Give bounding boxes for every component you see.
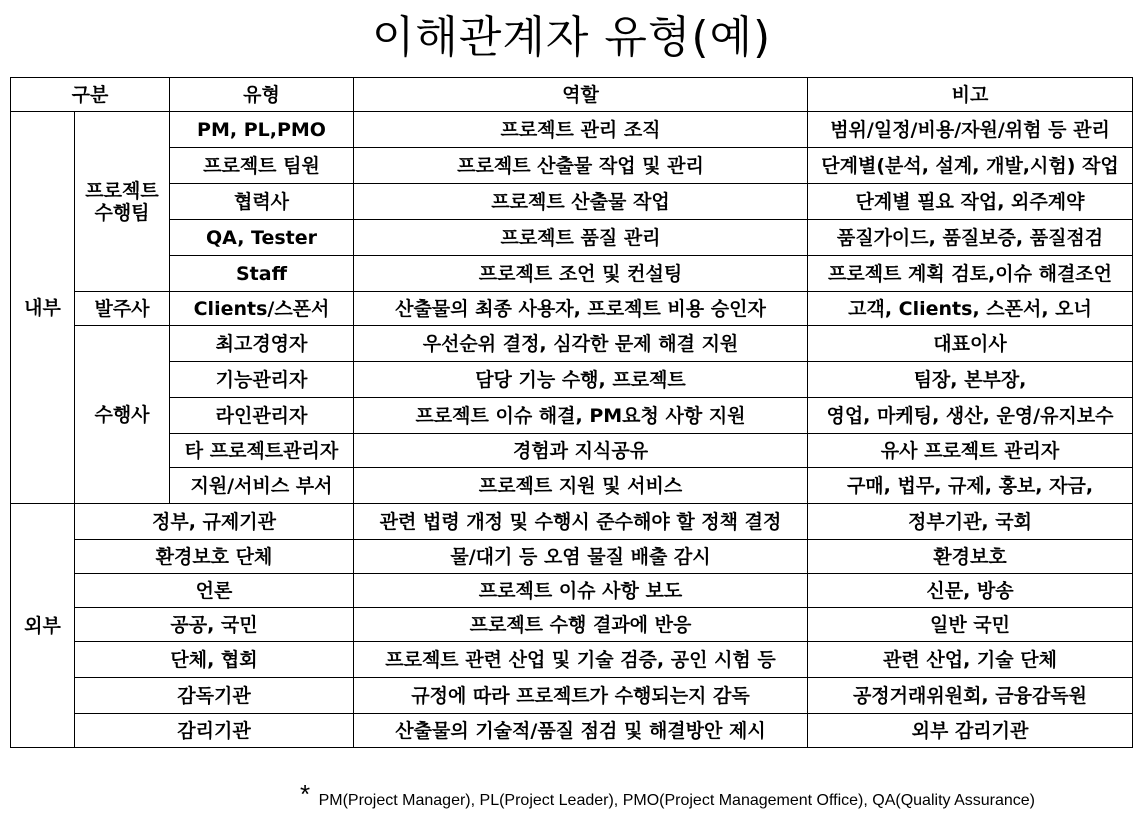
header-category: 구분: [11, 78, 170, 112]
cell-role: 프로젝트 조언 및 컨설팅: [354, 256, 808, 292]
subgroup-client: 발주사: [75, 292, 170, 326]
table-row: [11, 434, 1133, 468]
table-row: [11, 112, 1133, 148]
table-row: [11, 468, 1133, 504]
cell-note: 고객, Clients, 스폰서, 오너: [808, 292, 1133, 326]
group-external: 외부: [11, 504, 75, 748]
cell-role: 규정에 따라 프로젝트가 수행되는지 감독: [354, 678, 808, 714]
cell-type: 최고경영자: [170, 326, 354, 362]
cell-type: PM, PL,PMO: [170, 112, 354, 148]
table-header-row: [11, 78, 1133, 112]
cell-type: 정부, 규제기관: [75, 504, 354, 540]
cell-type: QA, Tester: [170, 220, 354, 256]
cell-note: 구매, 법무, 규제, 홍보, 자금,: [808, 468, 1133, 504]
cell-type: 협력사: [170, 184, 354, 220]
cell-note: 범위/일정/비용/자원/위험 등 관리: [808, 112, 1133, 148]
cell-role: 우선순위 결정, 심각한 문제 해결 지원: [354, 326, 808, 362]
cell-note: 품질가이드, 품질보증, 품질점검: [808, 220, 1133, 256]
header-note: 비고: [808, 78, 1133, 112]
cell-note: 유사 프로젝트 관리자: [808, 434, 1133, 468]
cell-note: 외부 감리기관: [808, 714, 1133, 748]
table-row: [11, 540, 1133, 574]
group-internal: 내부: [11, 112, 75, 504]
cell-note: 프로젝트 계획 검토,이슈 해결조언: [808, 256, 1133, 292]
table-row: [11, 256, 1133, 292]
cell-note: 일반 국민: [808, 608, 1133, 642]
cell-note: 신문, 방송: [808, 574, 1133, 608]
table-row: [11, 714, 1133, 748]
cell-role: 산출물의 최종 사용자, 프로젝트 비용 승인자: [354, 292, 808, 326]
table-row: [11, 642, 1133, 678]
footnote-text: PM(Project Manager), PL(Project Leader), PMO(Project Management Office), QA(Quality Assurance): [318, 792, 1035, 809]
cell-role: 프로젝트 산출물 작업: [354, 184, 808, 220]
table-row: [11, 220, 1133, 256]
cell-role: 프로젝트 이슈 해결, PM요청 사항 지원: [354, 398, 808, 434]
stakeholder-table: [10, 77, 1133, 748]
cell-note: 대표이사: [808, 326, 1133, 362]
cell-note: 환경보호: [808, 540, 1133, 574]
cell-type: Staff: [170, 256, 354, 292]
cell-type: 기능관리자: [170, 362, 354, 398]
header-role: 역할: [354, 78, 808, 112]
table-row: [11, 184, 1133, 220]
cell-note: 공정거래위원회, 금융감독원: [808, 678, 1133, 714]
cell-type: 언론: [75, 574, 354, 608]
cell-note: 영업, 마케팅, 생산, 운영/유지보수: [808, 398, 1133, 434]
table-row: [11, 608, 1133, 642]
table-row: [11, 678, 1133, 714]
page-title: 이해관계자 유형(예): [371, 12, 772, 63]
header-type: 유형: [170, 78, 354, 112]
cell-role: 프로젝트 수행 결과에 반응: [354, 608, 808, 642]
cell-role: 물/대기 등 오염 물질 배출 감시: [354, 540, 808, 574]
cell-role: 프로젝트 이슈 사항 보도: [354, 574, 808, 608]
table-row: [11, 504, 1133, 540]
cell-role: 프로젝트 지원 및 서비스: [354, 468, 808, 504]
table-row: [11, 148, 1133, 184]
table-row: [11, 326, 1133, 362]
table-row: [11, 398, 1133, 434]
cell-type: 프로젝트 팀원: [170, 148, 354, 184]
table-row: [11, 292, 1133, 326]
subgroup-label: 프로젝트 수행팀: [85, 179, 159, 224]
table-row: [11, 362, 1133, 398]
subgroup-project-team: [75, 112, 170, 292]
cell-role: 프로젝트 산출물 작업 및 관리: [354, 148, 808, 184]
cell-role: 관련 법령 개정 및 수행시 준수해야 할 정책 결정: [354, 504, 808, 540]
subgroup-performer: 수행사: [75, 326, 170, 504]
cell-type: Clients/스폰서: [170, 292, 354, 326]
cell-role: 담당 기능 수행, 프로젝트: [354, 362, 808, 398]
cell-note: 팀장, 본부장,: [808, 362, 1133, 398]
table-row: [11, 574, 1133, 608]
cell-type: 공공, 국민: [75, 608, 354, 642]
cell-type: 환경보호 단체: [75, 540, 354, 574]
cell-note: 관련 산업, 기술 단체: [808, 642, 1133, 678]
cell-type: 단체, 협회: [75, 642, 354, 678]
cell-type: 지원/서비스 부서: [170, 468, 354, 504]
cell-note: 정부기관, 국회: [808, 504, 1133, 540]
cell-note: 단계별 필요 작업, 외주계약: [808, 184, 1133, 220]
cell-role: 산출물의 기술적/품질 점검 및 해결방안 제시: [354, 714, 808, 748]
cell-note: 단계별(분석, 설계, 개발,시험) 작업: [808, 148, 1133, 184]
footnote: [300, 779, 1035, 809]
cell-role: 프로젝트 관련 산업 및 기술 검증, 공인 시험 등: [354, 642, 808, 678]
footnote-marker: *: [300, 779, 311, 809]
cell-role: 프로젝트 품질 관리: [354, 220, 808, 256]
cell-type: 타 프로젝트관리자: [170, 434, 354, 468]
cell-type: 감독기관: [75, 678, 354, 714]
cell-role: 경험과 지식공유: [354, 434, 808, 468]
cell-type: 감리기관: [75, 714, 354, 748]
cell-type: 라인관리자: [170, 398, 354, 434]
cell-role: 프로젝트 관리 조직: [354, 112, 808, 148]
